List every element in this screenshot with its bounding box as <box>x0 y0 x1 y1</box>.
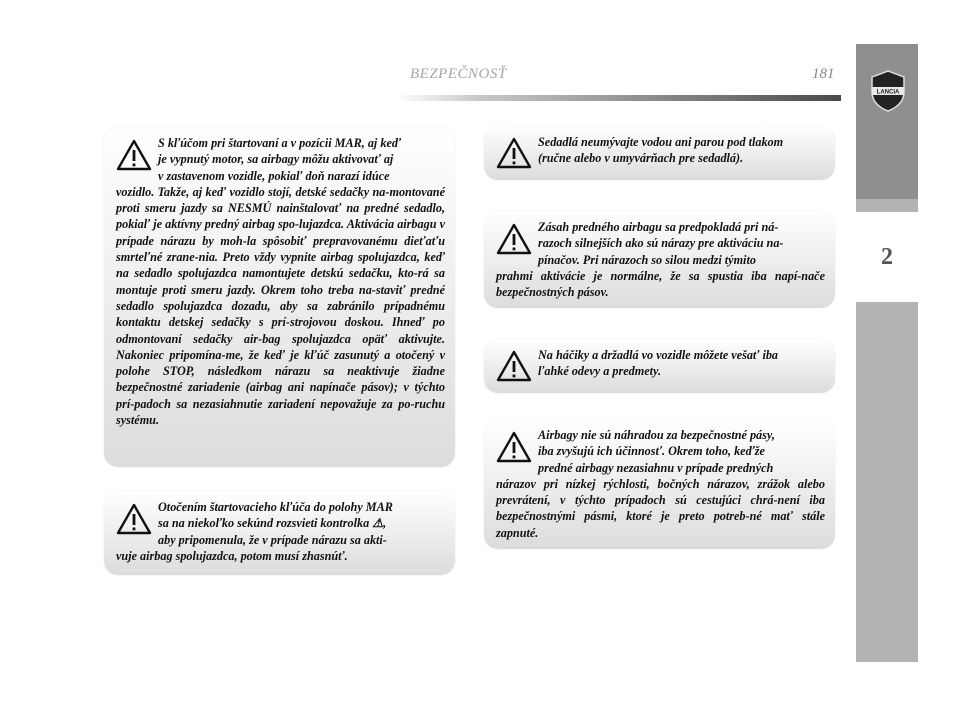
page-number: 181 <box>812 66 835 82</box>
warning-box-airbags-not-substitute <box>484 419 835 549</box>
warning-line: (ručne alebo v umyvárňach pre sedadlá). <box>538 151 744 166</box>
warning-body: prahmi aktivácie je normálne, že sa spustia iba napí-nače bezpečnostných pásov. <box>496 268 825 300</box>
warning-text <box>496 347 825 380</box>
section-title: BEZPEČNOSŤ <box>410 66 507 82</box>
lancia-shield-icon <box>870 70 906 112</box>
header-rule <box>396 95 841 101</box>
warning-line: S kľúčom pri štartovaní a v pozícii MAR, aj keď <box>158 136 401 150</box>
warning-line: Sedadlá neumývajte vodou ani parou pod tlakom <box>538 135 784 149</box>
warning-line: pínačov. Pri nárazoch so silou medzi týmito <box>538 252 756 267</box>
warning-box-airbag-child-seat <box>104 127 455 467</box>
warning-line: Otočením štartovacieho kľúča do polohy MAR <box>158 500 393 514</box>
warning-text <box>496 219 825 300</box>
chapter-sidebar <box>856 44 918 662</box>
warning-text <box>116 135 445 428</box>
warning-text <box>496 134 825 167</box>
warning-body: nárazov pri nízkej rýchlosti, bočných nárazov, zrážok alebo prevrátení, v týchto prípadoch sú cestujúci chrá-není iba bezpečnostnými pásmi, ktoré je preto potreb-né mať stále zapnuté. <box>496 476 825 540</box>
chapter-marker <box>856 212 918 302</box>
warning-box-hooks <box>484 339 835 393</box>
warning-box-airbag-indicator <box>104 491 455 575</box>
warning-line: Na háčiky a držadlá vo vozidle môžete vešať iba <box>538 348 779 362</box>
warning-line: Zásah predného airbagu sa predpokladá pri ná- <box>538 220 779 234</box>
chapter-number: 2 <box>881 243 893 270</box>
warning-body: vuje airbag spolujazdca, potom musí zhasnúť. <box>116 548 348 563</box>
warning-line: iba zvyšujú ich účinnosť. Okrem toho, keďže <box>538 444 765 459</box>
warning-line: aby pripomenula, že v prípade nárazu sa akti- <box>158 532 387 547</box>
brand-text: LANCIA <box>876 89 900 96</box>
sidebar-brand-band <box>856 44 918 199</box>
warning-body: vozidlo. Takže, aj keď vozidlo stojí, detské sedačky na-montované proti smeru jazdy sa NESMÚ nainštalovať na predné sedadlo, pokiaľ je aktívny predný airbag spo-lujazdca. Aktivácia airbagu v prípade nárazu by moh-la spôsobiť prepravovanému dieťaťu smrteľné zrane-nia. Preto vždy vypnite airbag spolujazdca, keď na sedadlo spolujazdca namontujete detskú sedačku, kto-rá sa montuje proti smeru jazdy. Okrem toho treba na-staviť predné sedadlo spolujazdca dozadu, aby sa zabránilo prípadnému kontaktu detskej sedačky s prí-strojovou doskou. Ihneď po odmontovaní sedačky air-bag spolujazdca opäť aktivujte. Nakoniec pripomína-me, že keď je kľúč zasunutý a otočený v polohe STOP, následkom nárazu sa neaktivuje žiadne bezpečnostné zariadenie (airbag ani napínače pásov); v týchto prí-padoch sa nezasiahnutie zariadení nepovažuje za po-ruchu systému. <box>116 184 445 428</box>
warning-line: Airbagy nie sú náhradou za bezpečnostné pásy, <box>538 428 775 442</box>
warning-line: je vypnutý motor, sa airbagy môžu aktivovať aj <box>158 152 394 167</box>
warning-text <box>496 427 825 541</box>
warning-line: ľahké odevy a predmety. <box>538 364 661 379</box>
warning-box-seat-washing <box>484 126 835 180</box>
warning-box-front-airbag <box>484 211 835 308</box>
warning-line: razoch silnejších ako sú nárazy pre aktiváciu na- <box>538 236 784 251</box>
warning-text <box>116 499 445 564</box>
warning-line: v zastavenom vozidle, pokiaľ doň narazí idúce <box>158 168 390 183</box>
warning-line: predné airbagy nezasiahnu v prípade predných <box>538 460 774 475</box>
warning-line: sa na niekoľko sekúnd rozsvieti kontrolka ⚠, <box>158 516 387 531</box>
